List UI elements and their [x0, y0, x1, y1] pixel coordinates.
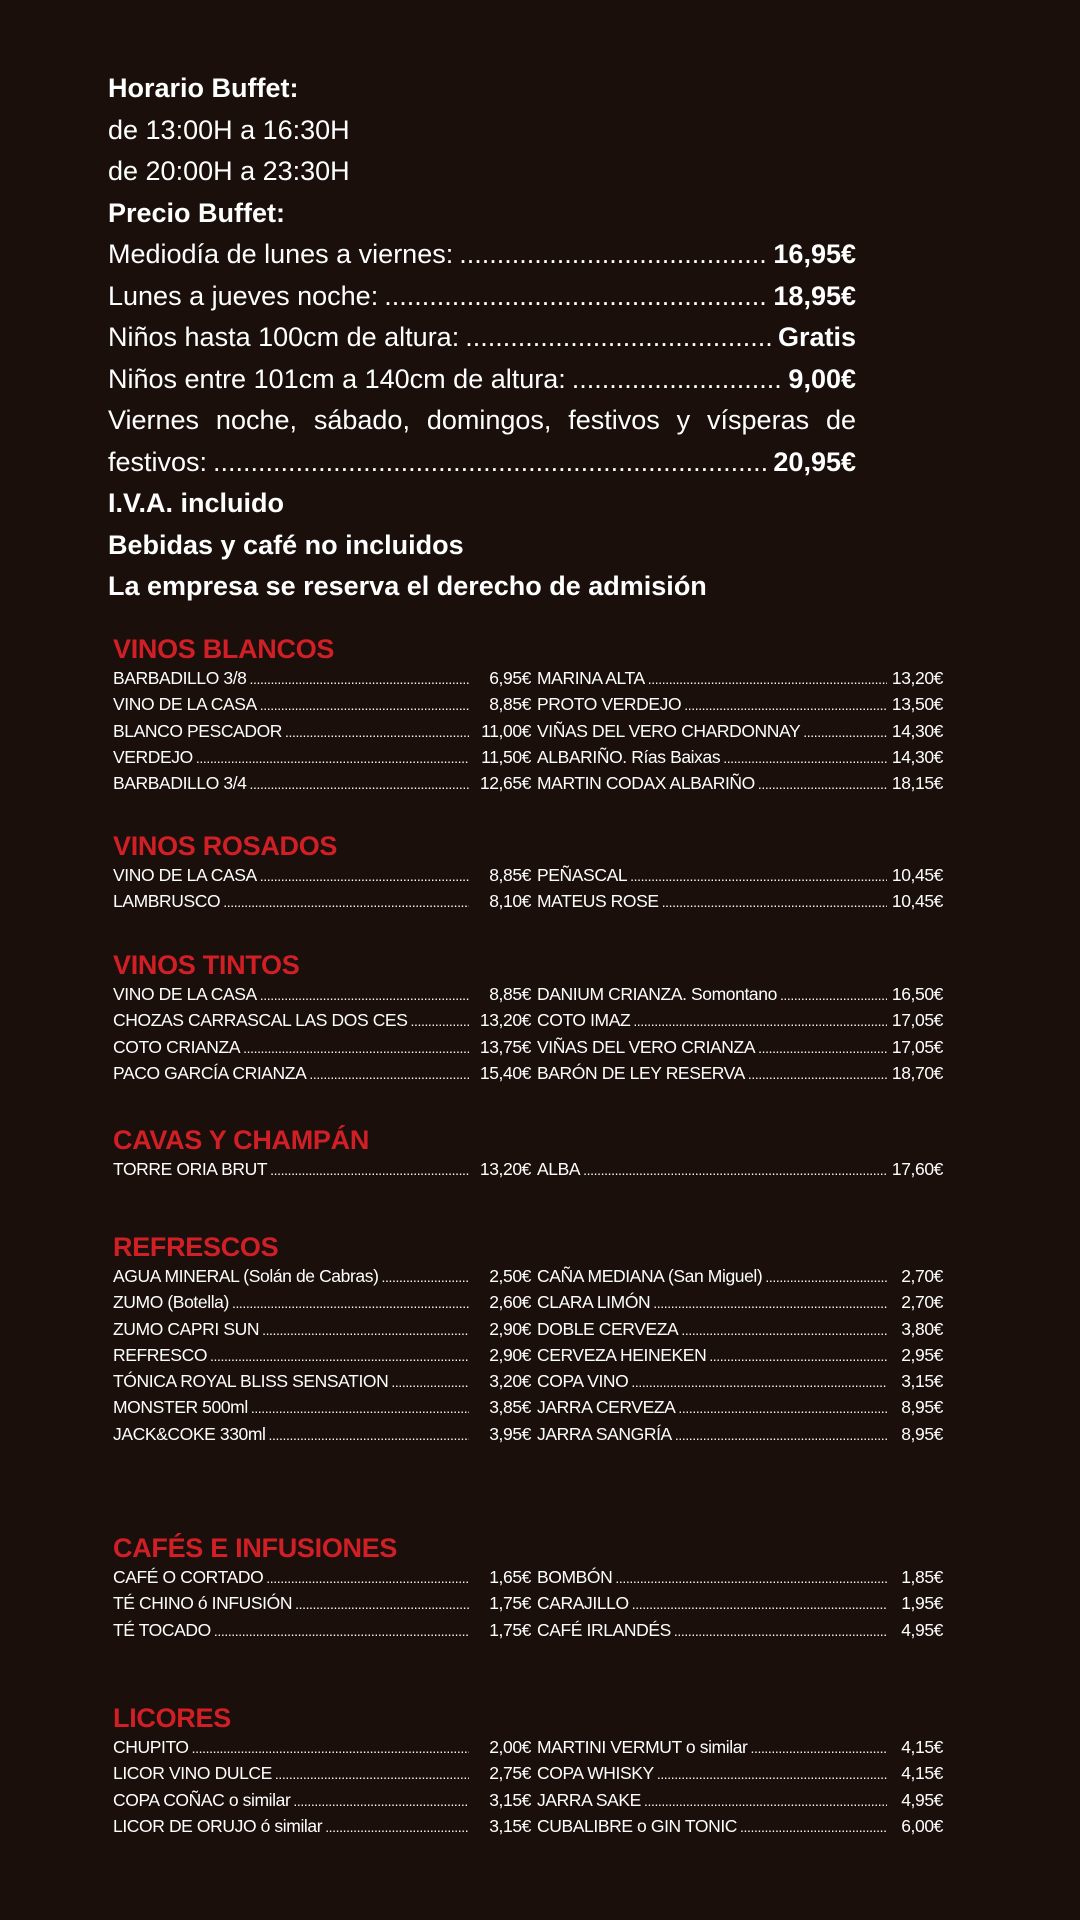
item-name: COPA COÑAC o similar	[113, 1789, 291, 1810]
item-name: AGUA MINERAL (Solán de Cabras)	[113, 1266, 379, 1286]
right-column	[537, 863, 943, 916]
item-price: 6,95€	[489, 668, 531, 688]
dot-leader	[384, 276, 767, 318]
dot-leader	[758, 1036, 887, 1061]
item-price: 16,50€	[891, 984, 943, 1004]
item-price: 14,30€	[891, 720, 943, 741]
right-column	[537, 666, 943, 797]
menu-item	[537, 1317, 943, 1343]
item-name: MARINA ALTA	[537, 668, 645, 688]
item-price: 2,50€	[489, 1266, 531, 1286]
price-row	[108, 359, 856, 401]
menu-item	[537, 1565, 943, 1591]
menu-item	[537, 982, 943, 1008]
dot-leader	[644, 1789, 887, 1814]
price-label: festivos:	[108, 446, 208, 477]
section-title: CAVAS Y CHAMPÁN	[113, 1125, 370, 1155]
menu-item	[113, 1317, 531, 1343]
item-name: BARBADILLO 3/8	[113, 668, 247, 688]
menu-item	[113, 1343, 531, 1369]
dot-leader	[410, 1009, 469, 1034]
item-price: 8,95€	[901, 1423, 943, 1444]
menu-item	[537, 1618, 943, 1644]
menu-item	[113, 1035, 531, 1061]
menu-item	[113, 1761, 531, 1787]
dot-leader	[662, 890, 887, 915]
menu-item	[113, 745, 531, 771]
dot-leader	[251, 1396, 469, 1421]
dot-leader	[309, 1062, 469, 1087]
left-column	[113, 1735, 531, 1840]
section-title: LICORES	[113, 1703, 231, 1733]
item-price: 2,60€	[489, 1292, 531, 1313]
right-column	[537, 982, 943, 1087]
dot-leader	[615, 1566, 887, 1591]
item-price: 13,20€	[479, 1159, 531, 1179]
section-vinos-blancos	[113, 632, 943, 797]
left-column	[113, 1157, 531, 1183]
section-vinos-rosados	[113, 829, 943, 916]
price-row	[108, 276, 856, 318]
item-name: DANIUM CRIANZA. Somontano	[537, 984, 777, 1004]
item-price: 3,15€	[901, 1371, 943, 1392]
item-price: 15,40€	[479, 1062, 531, 1083]
item-name: PACO GARCÍA CRIANZA	[113, 1062, 307, 1083]
item-price: 3,15€	[489, 1789, 531, 1810]
item-name: CAFÉ O CORTADO	[113, 1567, 264, 1587]
item-name: MARTIN CODAX ALBARIÑO	[537, 773, 755, 794]
item-price: 3,20€	[489, 1371, 531, 1392]
item-name: ALBA	[537, 1159, 581, 1179]
item-price: 17,05€	[891, 1010, 943, 1031]
item-name: PROTO VERDEJO	[537, 694, 682, 715]
dot-leader	[325, 1815, 469, 1840]
item-price: 3,85€	[489, 1397, 531, 1418]
dot-leader	[285, 720, 469, 745]
dot-leader	[780, 983, 887, 1008]
left-column	[113, 1264, 531, 1448]
dot-leader	[632, 1592, 887, 1617]
item-name: COPA WHISKY	[537, 1763, 654, 1784]
menu-item	[113, 1591, 531, 1617]
item-name: BARÓN DE LEY RESERVA	[537, 1062, 745, 1083]
item-name: PEÑASCAL	[537, 865, 628, 885]
horario-noche: de 20:00H a 23:30H	[108, 156, 350, 186]
section-title: VINOS ROSADOS	[113, 831, 338, 861]
dot-leader	[674, 1619, 887, 1644]
dot-leader	[213, 442, 767, 484]
drinks-note: Bebidas y café no incluidos	[108, 529, 464, 560]
item-name: JARRA CERVEZA	[537, 1397, 676, 1418]
right-column	[537, 1264, 943, 1448]
item-price: 13,50€	[891, 694, 943, 715]
item-price: 10,45€	[891, 891, 943, 912]
dot-leader	[633, 1009, 887, 1034]
item-price: 13,75€	[479, 1036, 531, 1057]
left-column	[113, 982, 531, 1087]
dot-leader	[631, 1370, 887, 1395]
menu-item	[113, 1061, 531, 1087]
right-column	[537, 1565, 943, 1644]
item-price: 8,85€	[489, 865, 531, 885]
section-refrescos	[113, 1230, 943, 1448]
dot-leader	[803, 720, 887, 745]
item-price: 4,95€	[901, 1619, 943, 1640]
dot-leader	[260, 693, 469, 718]
menu-item	[537, 1735, 943, 1761]
dot-leader	[391, 1370, 469, 1395]
item-price: 6,00€	[901, 1815, 943, 1836]
right-column	[537, 1735, 943, 1840]
item-name: VINO DE LA CASA	[113, 865, 257, 885]
item-price: 3,15€	[489, 1815, 531, 1836]
menu-item	[537, 666, 943, 692]
item-name: ZUMO (Botella)	[113, 1292, 229, 1313]
item-name: COPA VINO	[537, 1371, 629, 1392]
menu-item	[537, 1395, 943, 1421]
menu-item	[537, 1061, 943, 1087]
dot-leader	[196, 746, 469, 771]
item-name: CAFÉ IRLANDÉS	[537, 1619, 671, 1640]
dot-leader	[250, 772, 470, 797]
section-title: CAFÉS E INFUSIONES	[113, 1533, 398, 1563]
section-title: VINOS TINTOS	[113, 950, 300, 980]
item-name: VIÑAS DEL VERO CRIANZA	[537, 1036, 756, 1057]
menu-item	[113, 1814, 531, 1840]
dot-leader	[648, 667, 887, 692]
item-price: 17,60€	[891, 1159, 943, 1179]
dot-leader	[740, 1815, 887, 1840]
dot-leader	[293, 1789, 469, 1814]
item-name: VERDEJO	[113, 746, 193, 767]
item-price: 11,00€	[481, 720, 531, 741]
left-column	[113, 1565, 531, 1644]
menu-item	[537, 863, 943, 889]
menu-item	[537, 1157, 943, 1183]
dot-leader	[243, 1036, 469, 1061]
item-price: 18,15€	[891, 773, 943, 794]
dot-leader	[572, 359, 783, 401]
section-vinos-tintos	[113, 948, 943, 1087]
item-price: 12,65€	[479, 773, 531, 794]
item-price: 14,30€	[891, 746, 943, 767]
item-name: BLANCO PESCADOR	[113, 720, 283, 741]
dot-leader	[709, 1344, 887, 1369]
dot-leader	[583, 1158, 887, 1183]
item-name: CLARA LIMÓN	[537, 1292, 651, 1313]
menu-item	[537, 1290, 943, 1316]
dot-leader	[459, 234, 767, 276]
dot-leader	[748, 1062, 887, 1087]
menu-item	[113, 1422, 531, 1448]
item-name: MARTINI VERMUT o similar	[537, 1737, 748, 1757]
dot-leader	[653, 1291, 887, 1316]
menu-item	[113, 1395, 531, 1421]
menu-item	[113, 1157, 531, 1183]
menu-item	[113, 771, 531, 797]
dot-leader	[678, 1396, 887, 1421]
item-price: 4,15€	[901, 1737, 943, 1757]
item-price: 18,70€	[891, 1062, 943, 1083]
item-name: ZUMO CAPRI SUN	[113, 1318, 260, 1339]
item-name: CERVEZA HEINEKEN	[537, 1344, 707, 1365]
dot-leader	[382, 1265, 469, 1290]
right-column	[537, 1157, 943, 1183]
item-price: 8,85€	[489, 694, 531, 715]
dot-leader	[758, 772, 887, 797]
horario-title: Horario Buffet:	[108, 73, 299, 103]
price-value: 9,00€	[788, 363, 856, 394]
menu-item	[537, 1788, 943, 1814]
price-row	[108, 442, 856, 484]
menu-item	[113, 1618, 531, 1644]
item-name: MATEUS ROSE	[537, 891, 659, 912]
menu-item	[537, 1264, 943, 1290]
dot-leader	[657, 1762, 887, 1787]
menu-item	[537, 1422, 943, 1448]
item-name: CAÑA MEDIANA (San Miguel)	[537, 1266, 763, 1286]
item-price: 4,95€	[901, 1789, 943, 1810]
price-label: Niños hasta 100cm de altura:	[108, 322, 460, 352]
price-value: 20,95€	[773, 446, 856, 477]
menu-item	[113, 889, 531, 915]
dot-leader	[765, 1265, 887, 1290]
section-cafes	[113, 1531, 943, 1644]
menu-item	[537, 692, 943, 718]
admission-note: La empresa se reserva el derecho de admisión	[108, 571, 707, 601]
price-value: 16,95€	[773, 239, 856, 269]
menu-item	[537, 1814, 943, 1840]
item-price: 1,85€	[901, 1567, 943, 1587]
dot-leader	[465, 317, 772, 359]
dot-leader	[260, 864, 469, 889]
dot-leader	[262, 1318, 469, 1343]
menu-item	[113, 719, 531, 745]
menu-item	[113, 1369, 531, 1395]
dot-leader	[214, 1619, 469, 1644]
dot-leader	[192, 1736, 469, 1761]
menu-item	[113, 1735, 531, 1761]
item-name: VIÑAS DEL VERO CHARDONNAY	[537, 720, 801, 741]
menu-item	[537, 771, 943, 797]
item-price: 13,20€	[891, 668, 943, 688]
left-column	[113, 666, 531, 797]
item-price: 2,90€	[489, 1344, 531, 1365]
iva-note: I.V.A. incluido	[108, 488, 285, 518]
dot-leader	[275, 1762, 469, 1787]
item-price: 17,05€	[891, 1036, 943, 1057]
item-price: 2,90€	[489, 1318, 531, 1339]
dot-leader	[750, 1736, 887, 1761]
left-column	[113, 863, 531, 916]
item-name: VINO DE LA CASA	[113, 694, 257, 715]
item-name: CUBALIBRE o GIN TONIC	[537, 1815, 738, 1836]
item-name: DOBLE CERVEZA	[537, 1318, 679, 1339]
dot-leader	[723, 746, 887, 771]
menu-item	[537, 745, 943, 771]
dot-leader	[250, 667, 470, 692]
dot-leader	[630, 864, 887, 889]
item-price: 8,10€	[489, 891, 531, 912]
menu-item	[537, 1591, 943, 1617]
item-price: 4,15€	[901, 1763, 943, 1784]
item-price: 1,75€	[489, 1619, 531, 1640]
item-name: TÓNICA ROYAL BLISS SENSATION	[113, 1371, 389, 1392]
item-price: 2,70€	[901, 1292, 943, 1313]
price-label: Niños entre 101cm a 140cm de altura:	[108, 363, 566, 394]
item-name: LAMBRUSCO	[113, 891, 221, 912]
menu-item	[537, 1343, 943, 1369]
menu-item	[537, 1035, 943, 1061]
item-price: 2,75€	[489, 1763, 531, 1784]
item-name: BOMBÓN	[537, 1567, 613, 1587]
item-name: LICOR VINO DULCE	[113, 1763, 272, 1784]
item-price: 1,75€	[489, 1593, 531, 1614]
dot-leader	[210, 1344, 469, 1369]
item-price: 3,80€	[901, 1318, 943, 1339]
item-price: 13,20€	[479, 1010, 531, 1031]
item-name: COTO IMAZ	[537, 1010, 631, 1031]
item-price: 2,00€	[489, 1737, 531, 1757]
item-price: 8,95€	[901, 1397, 943, 1418]
item-price: 2,95€	[901, 1344, 943, 1365]
menu-item	[113, 863, 531, 889]
dot-leader	[684, 693, 887, 718]
weekend-label: Viernes noche, sábado, domingos, festivos y vísperas de	[108, 405, 856, 435]
price-label: Mediodía de lunes a viernes:	[108, 239, 454, 269]
item-name: LICOR DE ORUJO ó similar	[113, 1815, 323, 1836]
item-name: JACK&COKE 330ml	[113, 1423, 266, 1444]
item-name: TÉ TOCADO	[113, 1619, 211, 1640]
menu-item	[113, 1290, 531, 1316]
dot-leader	[295, 1592, 469, 1617]
menu-item	[537, 719, 943, 745]
price-value: Gratis	[777, 322, 856, 352]
precio-title: Precio Buffet:	[108, 197, 286, 228]
item-price: 10,45€	[891, 865, 943, 885]
menu-item	[537, 1369, 943, 1395]
dot-leader	[223, 890, 469, 915]
menu-item	[113, 1565, 531, 1591]
item-name: REFRESCO	[113, 1344, 208, 1365]
dot-leader	[232, 1291, 469, 1316]
item-name: CARAJILLO	[537, 1593, 629, 1614]
menu-item	[113, 666, 531, 692]
item-price: 1,95€	[901, 1593, 943, 1614]
item-price: 2,70€	[901, 1266, 943, 1286]
menu-item	[113, 1788, 531, 1814]
item-name: TÉ CHINO ó INFUSIÓN	[113, 1593, 293, 1614]
menu-item	[113, 1264, 531, 1290]
menu-item	[113, 692, 531, 718]
section-title: REFRESCOS	[113, 1232, 279, 1262]
item-name: COTO CRIANZA	[113, 1036, 241, 1057]
item-name: JARRA SAKE	[537, 1789, 641, 1810]
section-title: VINOS BLANCOS	[113, 634, 335, 664]
menu-item	[537, 1008, 943, 1034]
item-price: 11,50€	[481, 746, 531, 767]
dot-leader	[266, 1566, 469, 1591]
item-name: BARBADILLO 3/4	[113, 773, 247, 794]
dot-leader	[675, 1423, 887, 1448]
dot-leader	[681, 1318, 887, 1343]
item-name: CHOZAS CARRASCAL LAS DOS CES	[113, 1010, 408, 1031]
dot-leader	[260, 983, 469, 1008]
dot-leader	[270, 1158, 469, 1183]
item-name: TORRE ORIA BRUT	[113, 1159, 268, 1179]
item-name: VINO DE LA CASA	[113, 984, 257, 1004]
menu-item	[537, 1761, 943, 1787]
menu-item	[537, 889, 943, 915]
item-price: 3,95€	[489, 1423, 531, 1444]
price-row	[108, 234, 856, 276]
dot-leader	[269, 1423, 469, 1448]
item-price: 1,65€	[489, 1567, 531, 1587]
section-cavas	[113, 1123, 943, 1183]
item-price: 8,85€	[489, 984, 531, 1004]
item-name: JARRA SANGRÍA	[537, 1423, 672, 1444]
menu-item	[113, 982, 531, 1008]
item-name: ALBARIÑO. Rías Baixas	[537, 746, 721, 767]
item-name: MONSTER 500ml	[113, 1397, 248, 1418]
buffet-info	[108, 68, 856, 608]
horario-mediodia: de 13:00H a 16:30H	[108, 114, 350, 145]
price-row	[108, 317, 856, 359]
price-value: 18,95€	[773, 280, 856, 311]
section-licores	[113, 1701, 943, 1840]
price-label: Lunes a jueves noche:	[108, 280, 379, 311]
menu-item	[113, 1008, 531, 1034]
item-name: CHUPITO	[113, 1737, 189, 1757]
